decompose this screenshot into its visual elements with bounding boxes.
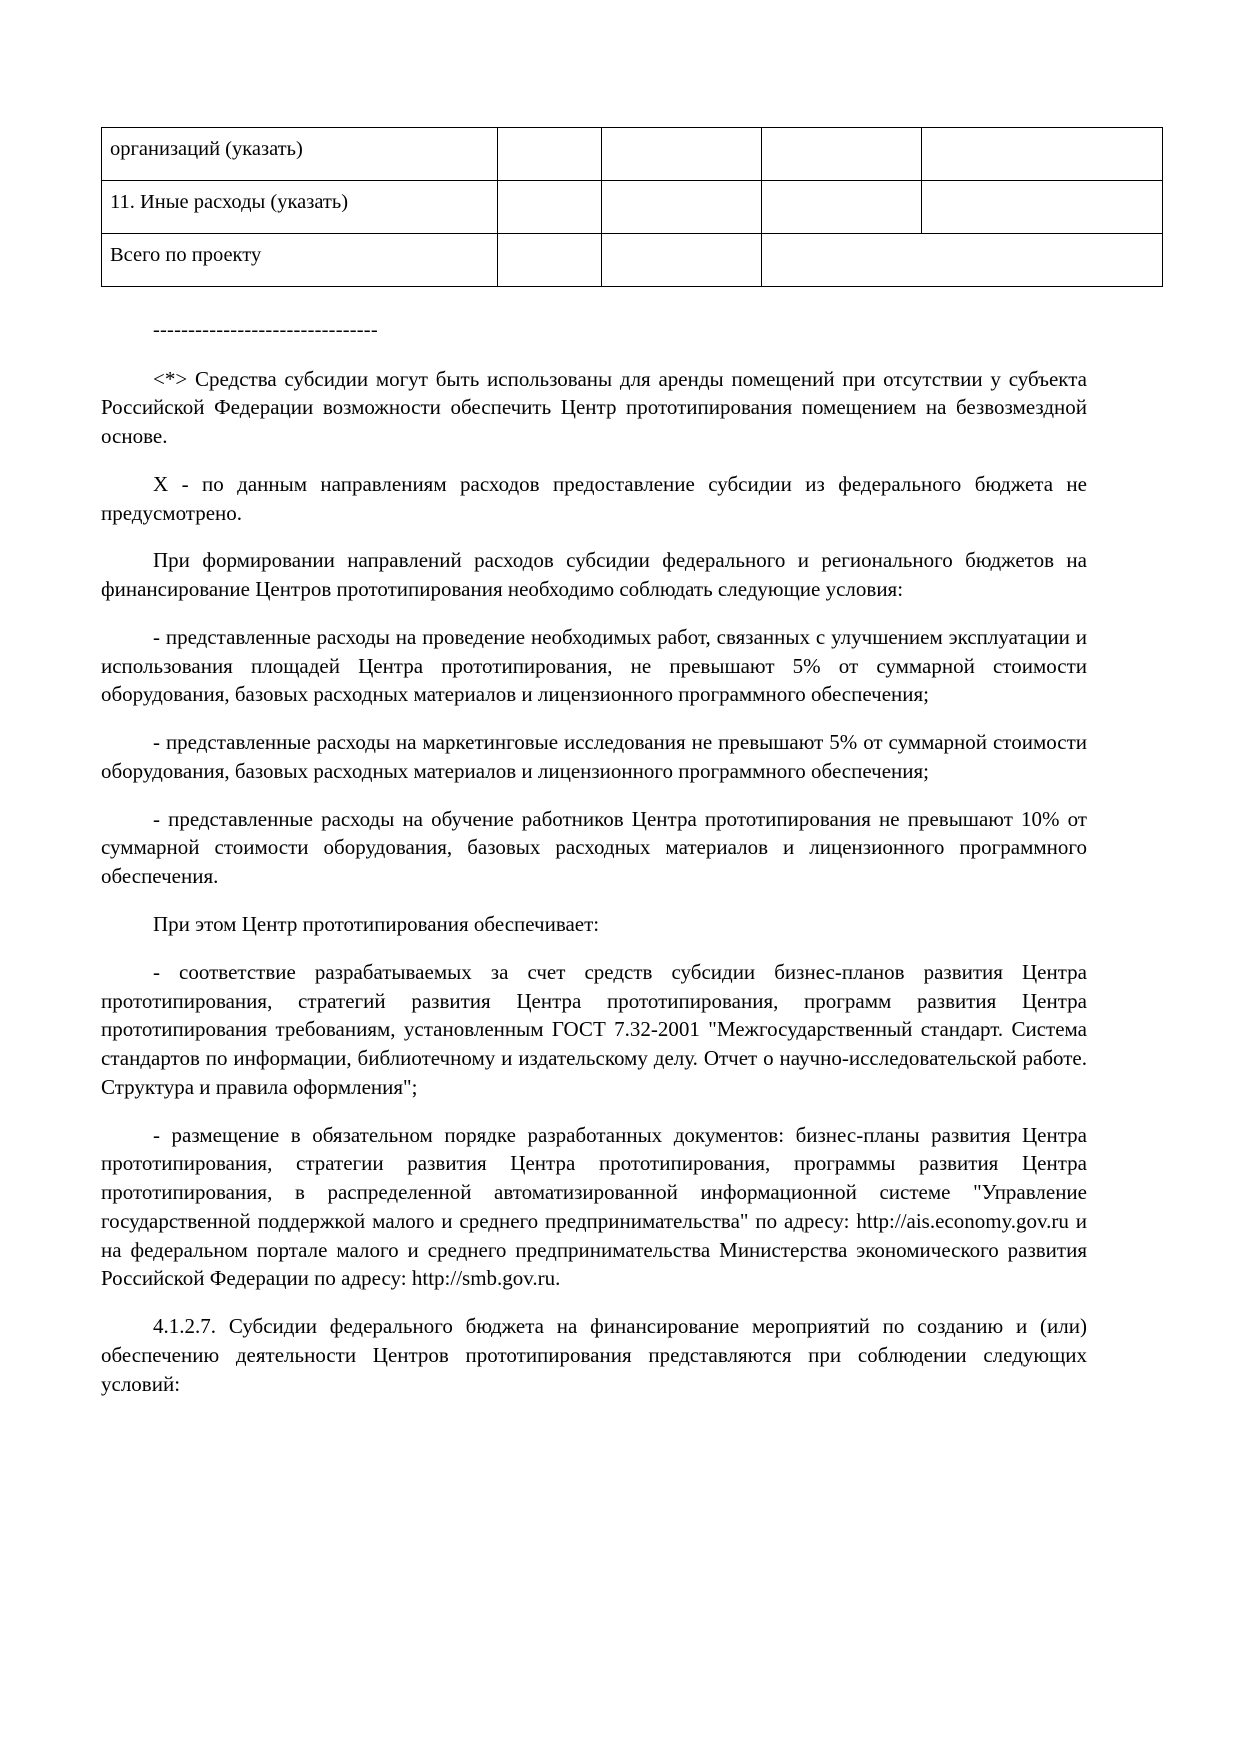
table-body [102,128,1163,287]
paragraph-provision-gost: - соответствие разрабатываемых за счет средств субсидии бизнес-планов развития Центра прототипирования, стратегий развития Центра прототипирования, программ развития Центра прототипирования требованиям, установленным ГОСТ 7.32-2001 "Межгосударственный стандарт. Система стандартов по информации, библиотечному и издательскому делу. Отчет о научно-исследовательской работе. Структура и правила оформления"; [101,959,1087,1099]
body-text-block [101,365,1087,1399]
paragraph-condition-works: - представленные расходы на проведение необходимых работ, связанных с улучшением эксплуатации и использования площадей Центра прототипирования, не превышают 5% от суммарной стоимости оборудования, базовых расходных материалов и лицензионного программного обеспечения; [101,624,1087,707]
table-cell-value [922,181,1163,234]
table-cell-label: 11. Иные расходы (указать) [102,181,498,234]
table-cell-value [498,128,602,181]
dashed-separator: -------------------------------- [153,319,378,341]
separator-rule-wrapper [101,320,1087,341]
table-cell-value [602,234,762,287]
paragraph-condition-marketing: - представленные расходы на маркетинговые исследования не превышают 5% от суммарной стоимости оборудования, базовых расходных материалов и лицензионного программного обеспечения; [101,730,1087,783]
table-cell-label: Всего по проекту [102,234,498,287]
paragraph-footnote-x: X - по данным направлениям расходов предоставление субсидии из федерального бюджета не предусмотрено. [101,471,1087,525]
table-cell-value [498,234,602,287]
table-row-total [102,234,1163,287]
table-cell-value [762,128,922,181]
table-cell-label: организаций (указать) [102,128,498,181]
paragraph-provision-publication: - размещение в обязательном порядке разработанных документов: бизнес-планы развития Центра прототипирования, стратегии развития Центра прототипирования, программы развития Центра прототипирования, в распределенной автоматизированной информационной системе "Управление государственной поддержкой малого и среднего предпринимательства" по адресу: http://ais.economy.gov.ru и на федеральном портале малого и среднего предпринимательства Министерства экономического развития Российской Федерации по адресу: http://smb.gov.ru. [101,1122,1087,1291]
paragraph-clause-4-1-2-7: 4.1.2.7. Субсидии федерального бюджета на финансирование мероприятий по созданию и (или) обеспечению деятельности Центров прототипирования представляются при соблюдении следующих условий: [101,1314,1087,1396]
table-cell-value-merged [762,234,1163,287]
table-row [102,181,1163,234]
table-cell-value [762,181,922,234]
table-cell-value [922,128,1163,181]
table-cell-value [602,128,762,181]
paragraph-condition-training: - представленные расходы на обучение работников Центра прототипирования не превышают 10% от суммарной стоимости оборудования, базовых расходных материалов и лицензионного программного обеспечения. [101,806,1087,889]
page-content [101,127,1087,1398]
table-row [102,128,1163,181]
paragraph-center-provides-intro: При этом Центр прототипирования обеспечивает: [153,911,600,936]
paragraph-conditions-intro: При формировании направлений расходов субсидии федерального и регионального бюджетов на финансирование Центров прототипирования необходимо соблюдать следующие условия: [101,548,1087,602]
table-cell-value [602,181,762,234]
budget-expenses-table [101,127,1163,287]
table-cell-value [498,181,602,234]
paragraph-footnote-asterisk: <*> Средства субсидии могут быть использованы для аренды помещений при отсутствии у субъекта Российской Федерации возможности обеспечить Центр прототипирования помещением на безвозмездной основе. [101,366,1087,449]
